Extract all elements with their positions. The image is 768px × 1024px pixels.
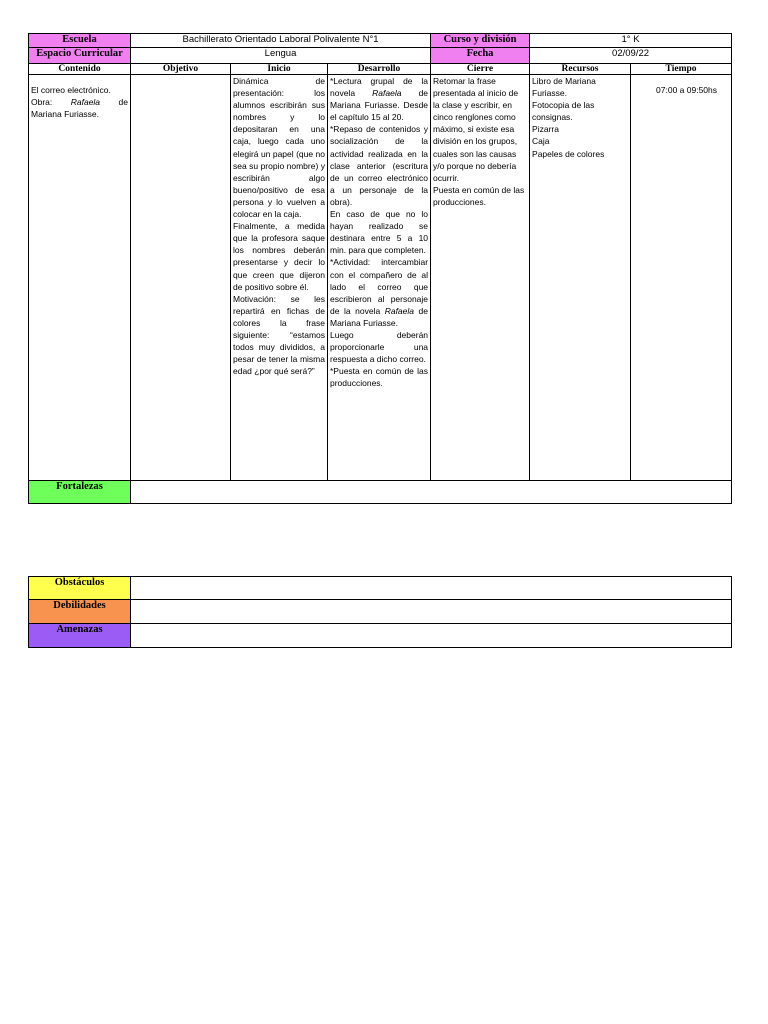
recurso-item: Papeles de colores [532, 148, 605, 159]
obstaculos-value [131, 577, 732, 600]
recursos-cell [530, 75, 631, 481]
contenido-obra: Obra: Rafaela de Mariana Furiasse. [31, 97, 128, 120]
fortalezas-label: Fortalezas [29, 481, 131, 504]
fortalezas-value [131, 481, 732, 504]
espacio-label: Espacio Curricular [29, 48, 131, 64]
recurso-item: Pizarra [532, 124, 559, 135]
column-header-recursos: Recursos [530, 64, 631, 75]
amenazas-label: Amenazas [29, 624, 131, 648]
inicio-dinamica: Dinámica de presentación: los alumnos escribirán sus nombres y lo depositaran en una caja, luego cada uno elegirá un papel (que no sea su propio nombre) y escribirán algo bueno/positivo de esa persona y lo vuelven a colocar en la caja. [233, 76, 325, 220]
desarrollo-respuesta: Luego deberán proporcionarle una respuesta a dicho correo. [330, 329, 429, 365]
recurso-item: Fotocopia de las consignas. [532, 100, 595, 123]
recurso-item: Caja [532, 136, 550, 147]
tiempo-cell [631, 75, 732, 481]
curso-value: 1° K [530, 34, 732, 48]
planning-table [28, 33, 732, 504]
recurso-item: Libro de Mariana Furiasse. [532, 76, 596, 99]
contenido-text: El correo electrónico. [31, 85, 111, 95]
inicio-motivacion: Motivación: se les repartirá en fichas de colores la frase siguiente: “estamos todos muy divididos, a pesar de tener la misma edad ¿por qué será?” [233, 293, 325, 377]
column-header-contenido: Contenido [29, 64, 131, 75]
inicio-finalmente: Finalmente, a medida que la profesora saque los nombres deberán presentarse y decir lo que creen que dijeron de positivo sobre él. [233, 221, 325, 292]
desarrollo-cell [328, 75, 431, 481]
inicio-cell [231, 75, 328, 481]
cierre-retomar: Retomar la frase presentada al inicio de la clase y escribir, en cinco renglones como máximo, si existe esa división en los grupos, cuales son las causas y/o porque no debería ocurrir. [433, 76, 519, 183]
obstaculos-label: Obstáculos [29, 577, 131, 600]
espacio-value: Lengua [131, 48, 431, 64]
column-header-inicio: Inicio [231, 64, 328, 75]
desarrollo-repaso: *Repaso de contenidos y socialización de la actividad realizada en la clase anterior (escritura de un correo electrónico a un personaje de la obra). [330, 124, 429, 207]
objetivo-cell [131, 75, 231, 481]
amenazas-value [131, 624, 732, 648]
desarrollo-actividad: *Actividad: intercambiar con el compañero de al lado el correo que escribieron al personaje de la novela Rafaela de Mariana Furiasse. [330, 257, 429, 328]
fecha-value: 02/09/22 [530, 48, 732, 64]
column-header-desarrollo: Desarrollo [328, 64, 431, 75]
column-header-cierre: Cierre [431, 64, 530, 75]
escuela-value: Bachillerato Orientado Laboral Polivalente N°1 [131, 34, 431, 48]
desarrollo-puesta: *Puesta en común de las producciones. [330, 366, 429, 389]
escuela-label: Escuela [29, 34, 131, 48]
cierre-cell [431, 75, 530, 481]
column-header-objetivo: Objetivo [131, 64, 231, 75]
fecha-label: Fecha [431, 48, 530, 64]
desarrollo-lectura: *Lectura grupal de la novela Rafaela de Mariana Furiasse. Desde el capítulo 15 al 20. [330, 76, 429, 123]
column-header-tiempo: Tiempo [631, 64, 732, 75]
analysis-table [28, 576, 732, 648]
tiempo-value: 07:00 a 09:50hs [656, 85, 718, 95]
contenido-cell [29, 75, 131, 481]
cierre-puesta: Puesta en común de las producciones. [433, 184, 525, 207]
debilidades-label: Debilidades [29, 600, 131, 624]
curso-label: Curso y división [431, 34, 530, 48]
debilidades-value [131, 600, 732, 624]
desarrollo-tiempo-extra: En caso de que no lo hayan realizado se destinara entre 5 a 10 min. para que completen. [330, 209, 429, 256]
